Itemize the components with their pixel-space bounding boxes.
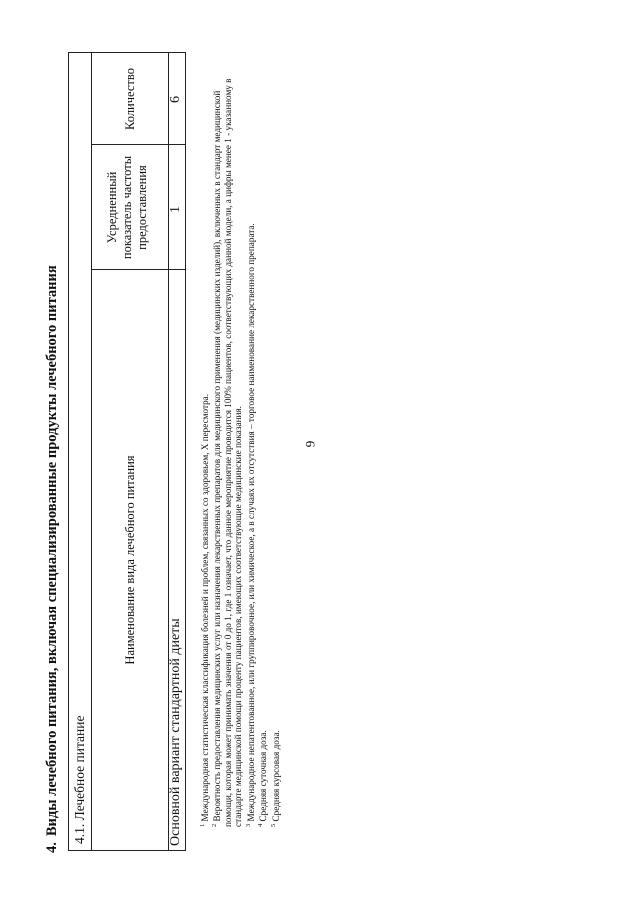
footnote-1: $^1$ Международная статистическая классификация болезней и проблем, связанных со здоровьем, X пересмотра. — [199, 393, 211, 827]
header-frequency-line-3: предоставления — [135, 165, 149, 250]
nutrition-table — [68, 52, 186, 851]
header-frequency-line-2: показатель частоты — [120, 155, 134, 260]
header-frequency — [105, 145, 150, 270]
section-title-text: Виды лечебного питания, включая специализированные продукты лечебного питания — [44, 265, 60, 837]
table-group-label: 4.1. Лечебное питание — [72, 715, 87, 844]
footnote-5: $^5$ Средняя курсовая доза. — [269, 730, 281, 827]
table-row-frequency: 1 — [168, 206, 183, 213]
header-frequency-line-1: Усредненный — [105, 171, 119, 244]
header-name: Наименование вида лечебного питания — [123, 455, 137, 665]
header-quantity: Количество — [123, 68, 137, 130]
footnote-3: $^3$ Международное непатентованное, или группировочное, или химическое, а в случаях их отсутствия – торговое наименование лекарственного препарата. — [244, 223, 256, 827]
table-row-name: Основной вариант стандартной диеты — [168, 618, 183, 846]
section-title — [44, 265, 61, 853]
footnotes — [198, 67, 281, 827]
section-number: 4. — [44, 842, 60, 853]
table-row-quantity: 6 — [168, 96, 183, 103]
footnote-4: $^4$ Средняя суточная доза. — [257, 730, 269, 827]
page-number: 9 — [302, 440, 318, 448]
footnote-2: $^2$ Вероятность предоставления медицинских услуг или назначения лекарственных препаратов для медицинского применения (медицинских изделий), включенных в стандарт медицинской помощи, которая может принимать значения от 0 до 1, где 1 означает, что данное мероприятие проводится 100% пациентов, соответствующих данной модели, а цифры менее 1 - указанному в стандарте медицинской помощи проценту пациентов, имеющих соответствующие медицинские показания. — [211, 78, 244, 827]
table-group-row — [69, 53, 92, 850]
